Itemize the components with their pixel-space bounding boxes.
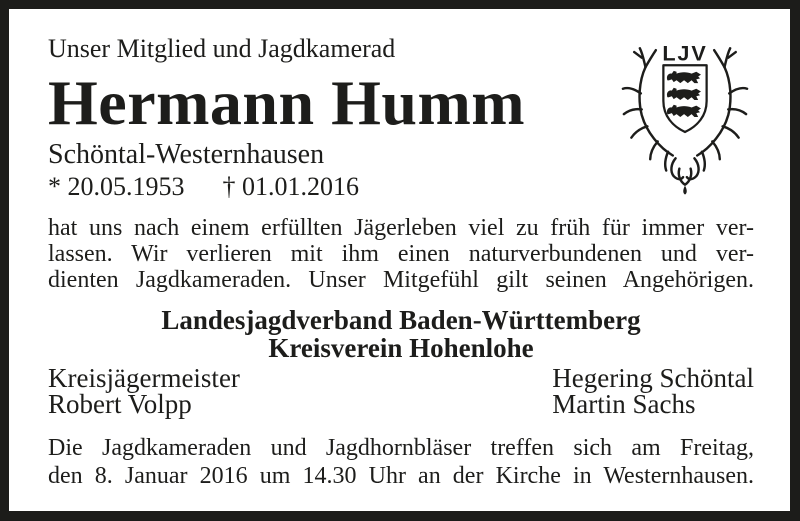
text-line: lassen. Wir verlieren mit ihm einen naturverbundenen und ver-	[48, 241, 754, 267]
residence-line: Schöntal-Westernhausen	[48, 139, 325, 170]
skull-drop-icon	[683, 186, 687, 195]
ljv-logo-text: LJV	[662, 40, 708, 66]
signatory-role: Kreisjägermeister	[48, 363, 240, 393]
text-line: Landesjagdverband Baden-Württemberg	[161, 305, 641, 335]
signatory-left	[48, 365, 240, 417]
birth-date: * 20.05.1953	[48, 172, 185, 201]
notice-sheet	[9, 9, 790, 511]
text-line: hat uns nach einem erfüllten Jägerleben viel zu früh für immer ver-	[48, 215, 754, 241]
intro-line: Unser Mitglied und Jagdkamerad	[48, 34, 396, 63]
signatory-name: Robert Volpp	[48, 389, 192, 419]
signatory-name: Martin Sachs	[552, 389, 696, 419]
signatory-role: Hegering Schöntal	[552, 363, 754, 393]
signatories-row	[48, 365, 754, 417]
text-line: Kreisverein Hohenlohe	[268, 333, 534, 363]
text-line: Die Jagdkameraden und Jagdhornbläser treffen sich am Freitag,	[48, 435, 754, 461]
text-line: dienten Jagdkameraden. Unser Mitgefühl gilt seinen Angehörigen.	[48, 267, 754, 293]
deer-skull-icon	[671, 158, 698, 184]
ljv-antler-crest-logo	[618, 37, 752, 195]
signatory-right	[552, 365, 754, 417]
deceased-name: Hermann Humm	[48, 67, 526, 138]
tribute-paragraph	[48, 215, 754, 293]
meeting-paragraph	[48, 434, 754, 490]
text-line: den 8. Januar 2016 um 14.30 Uhr an der Kirche in Westernhausen.	[48, 463, 754, 489]
three-lions-icon	[667, 71, 701, 117]
death-date: † 01.01.2016	[222, 172, 359, 201]
organization-block	[48, 306, 754, 362]
